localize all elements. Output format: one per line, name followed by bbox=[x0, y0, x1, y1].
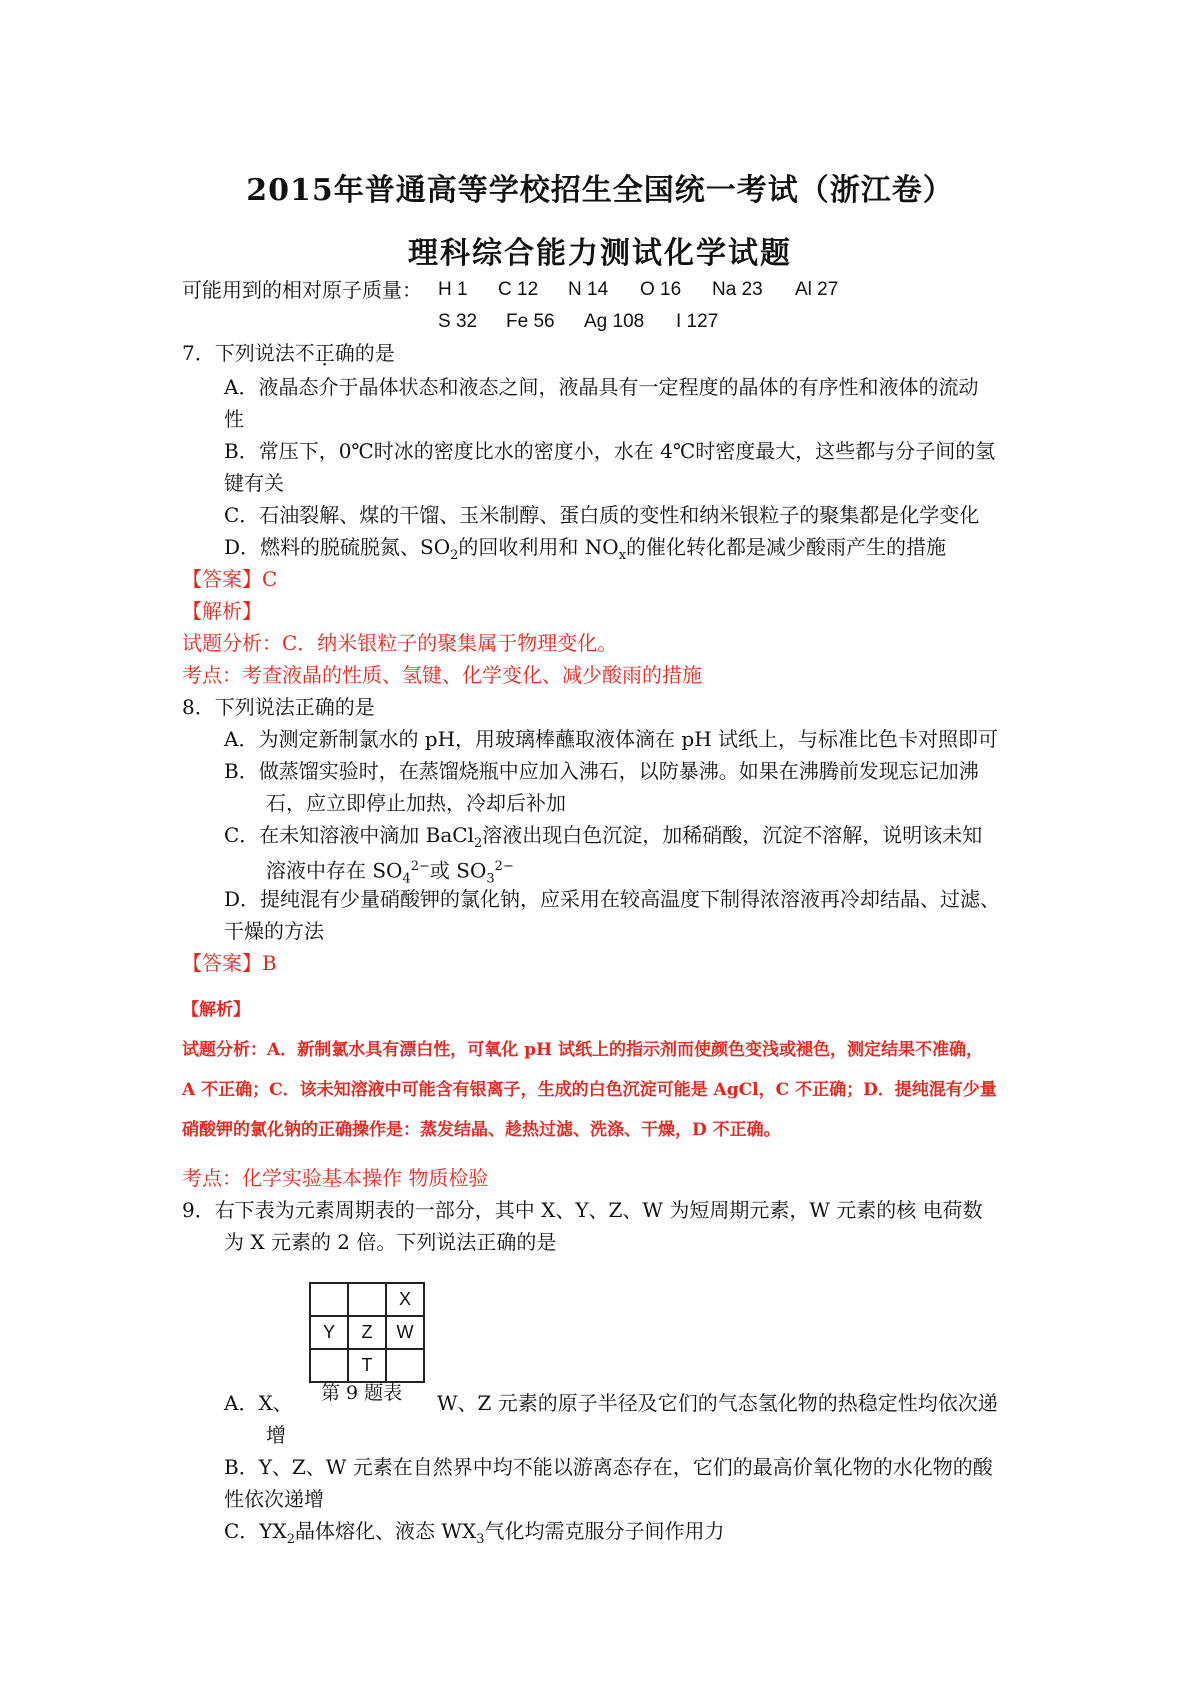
atomic-mass-na: Na 23 bbox=[712, 279, 763, 300]
q7-answer: 【答案】C bbox=[182, 567, 278, 591]
q8-option-c-line2-sub2: 3 bbox=[486, 871, 495, 887]
q8-option-b-line1: B．做蒸馏实验时，在蒸馏烧瓶中应加入沸石，以防暴沸。如果在沸腾前发现忘记加沸 bbox=[224, 759, 979, 783]
pt-cell-w: W bbox=[386, 1316, 424, 1349]
q9-option-c-part3: 气化均需克服分子间作用力 bbox=[484, 1519, 725, 1543]
q7-analysis-label: 【解析】 bbox=[182, 599, 262, 623]
q9-option-c-sub1: 2 bbox=[286, 1532, 296, 1547]
table-caption: 第 9 题表 bbox=[321, 1382, 403, 1404]
q8-option-c-line2-part1: 溶液中存在 SO bbox=[266, 858, 403, 883]
q9-option-b-line2: 性依次递增 bbox=[224, 1487, 324, 1511]
atomic-mass-i: I 127 bbox=[676, 311, 719, 332]
q9-option-a-prefix: A．X、 bbox=[224, 1391, 293, 1415]
q7-stem bbox=[182, 338, 395, 368]
q8-stem: 8．下列说法正确的是 bbox=[182, 695, 375, 719]
q7-option-d-part2: 的回收利用和 NO bbox=[458, 535, 619, 559]
q7-option-c: C．石油裂解、煤的干馏、玉米制醇、蛋白质的变性和纳米银粒子的聚集都是化学变化 bbox=[224, 503, 980, 527]
periodic-table-fragment bbox=[309, 1282, 425, 1383]
q9-option-a-line1: W、Z 元素的原子半径及它们的气态氢化物的热稳定性均依次递 bbox=[437, 1391, 998, 1415]
atomic-mass-al: Al 27 bbox=[795, 279, 839, 300]
q7-option-d-sub1: 2 bbox=[450, 548, 459, 563]
q7-analysis: 试题分析：C．纳米银粒子的聚集属于物理变化。 bbox=[182, 631, 618, 655]
q8-option-c-part1: C．在未知溶液中滴加 BaCl bbox=[224, 823, 474, 847]
q7-option-d-part1: D．燃料的脱硫脱氮、SO bbox=[224, 535, 451, 559]
pt-cell-z: Z bbox=[348, 1316, 386, 1349]
q7-option-d bbox=[224, 532, 946, 571]
q8-option-c-sub: 2 bbox=[473, 836, 483, 851]
q8-option-c-line2-sup2: 2− bbox=[494, 859, 514, 874]
q9-stem-line2: 为 X 元素的 2 倍。下列说法正确的是 bbox=[224, 1230, 557, 1254]
atomic-mass-ag: Ag 108 bbox=[584, 311, 645, 332]
q8-option-c-line2-part2: 或 SO bbox=[429, 858, 487, 883]
exam-title: 2015年普通高等学校招生全国统一考试（浙江卷） bbox=[246, 173, 954, 208]
atomic-mass-fe: Fe 56 bbox=[506, 311, 555, 332]
q8-analysis-label: 【解析】 bbox=[182, 1000, 250, 1020]
q9-stem-line1: 9．右下表为元素周期表的一部分，其中 X、Y、Z、W 为短周期元素，W 元素的核 电荷数 bbox=[182, 1198, 983, 1222]
pt-cell-t: T bbox=[348, 1349, 386, 1382]
atomic-mass-n: N 14 bbox=[568, 279, 609, 300]
q7-point: 考点：考查液晶的性质、氢键、化学变化、减少酸雨的措施 bbox=[182, 663, 702, 687]
q7-option-b-line2: 键有关 bbox=[224, 471, 284, 495]
atomic-mass-s: S 32 bbox=[438, 311, 478, 332]
atomic-mass-c: C 12 bbox=[498, 279, 539, 300]
q7-option-d-sub2: x bbox=[618, 548, 627, 563]
q8-point: 考点：化学实验基本操作 物质检验 bbox=[182, 1166, 489, 1190]
q7-stem-prefix: 7．下列说法 bbox=[182, 341, 295, 365]
q8-option-a: A．为测定新制氯水的 pH，用玻璃棒蘸取液体滴在 pH 试纸上，与标准比色卡对照即可 bbox=[224, 727, 999, 751]
q8-analysis-line1: 试题分析：A．新制氯水具有漂白性，可氧化 pH 试纸上的指示剂而使颜色变浅或褪色，测定结果不准确， bbox=[182, 1040, 983, 1060]
q7-stem-suffix: 的是 bbox=[354, 341, 395, 365]
q9-option-c-part2: 晶体熔化、液态 WX bbox=[295, 1519, 477, 1543]
q7-option-a-line1: A．液晶态介于晶体状态和液态之间，液晶具有一定程度的晶体的有序性和液体的流动 bbox=[224, 375, 979, 399]
q8-analysis-line2: A 不正确；C．该未知溶液中可能含有银离子，生成的白色沉淀可能是 AgCl，C 不正确；D．提纯混有少量 bbox=[182, 1080, 997, 1100]
q8-analysis-line3: 硝酸钾的氯化钠的正确操作是：蒸发结晶、趁热过滤、洗涤、干燥，D 不正确。 bbox=[182, 1120, 781, 1140]
q9-option-b-line1: B．Y、Z、W 元素在自然界中均不能以游离态存在，它们的最高价氧化物的水化物的酸 bbox=[224, 1455, 993, 1479]
q8-option-c-line2-sup1: 2− bbox=[410, 859, 430, 874]
pt-cell-x: X bbox=[386, 1283, 424, 1316]
q7-stem-emphasis: 不正确 bbox=[294, 341, 355, 365]
pt-cell bbox=[348, 1283, 386, 1316]
pt-cell-y: Y bbox=[310, 1316, 348, 1349]
exam-subtitle: 理科综合能力测试化学试题 bbox=[408, 236, 792, 271]
atomic-mass-o: O 16 bbox=[640, 279, 682, 300]
q7-option-d-part3: 的催化转化都是减少酸雨产生的措施 bbox=[626, 535, 947, 559]
q9-option-c-sub2: 3 bbox=[476, 1532, 485, 1547]
q8-option-c-line2-sub1: 4 bbox=[402, 871, 411, 887]
q8-option-d-line1: D．提纯混有少量硝酸钾的氯化钠，应采用在较高温度下制得浓溶液再冷却结晶、过滤、 bbox=[224, 887, 1001, 911]
atomic-mass-h: H 1 bbox=[438, 279, 468, 300]
q7-option-a-line2: 性 bbox=[224, 407, 244, 431]
q9-option-c bbox=[224, 1516, 724, 1555]
q9-option-a-line2: 增 bbox=[266, 1423, 286, 1447]
q7-option-b-line1: B．常压下，0℃时冰的密度比水的密度小，水在 4℃时密度最大，这些都与分子间的氢 bbox=[224, 439, 996, 463]
q8-answer: 【答案】B bbox=[182, 951, 277, 975]
q8-option-c-part2: 溶液出现白色沉淀，加稀硝酸，沉淀不溶解，说明该未知 bbox=[482, 823, 983, 847]
q9-option-c-part1: C．YX bbox=[224, 1519, 287, 1543]
pt-cell bbox=[310, 1283, 348, 1316]
q8-option-b-line2: 石，应立即停止加热，冷却后补加 bbox=[266, 791, 566, 815]
q8-option-d-line2: 干燥的方法 bbox=[224, 919, 324, 943]
atomic-mass-label: 可能用到的相对原子质量： bbox=[182, 278, 422, 302]
